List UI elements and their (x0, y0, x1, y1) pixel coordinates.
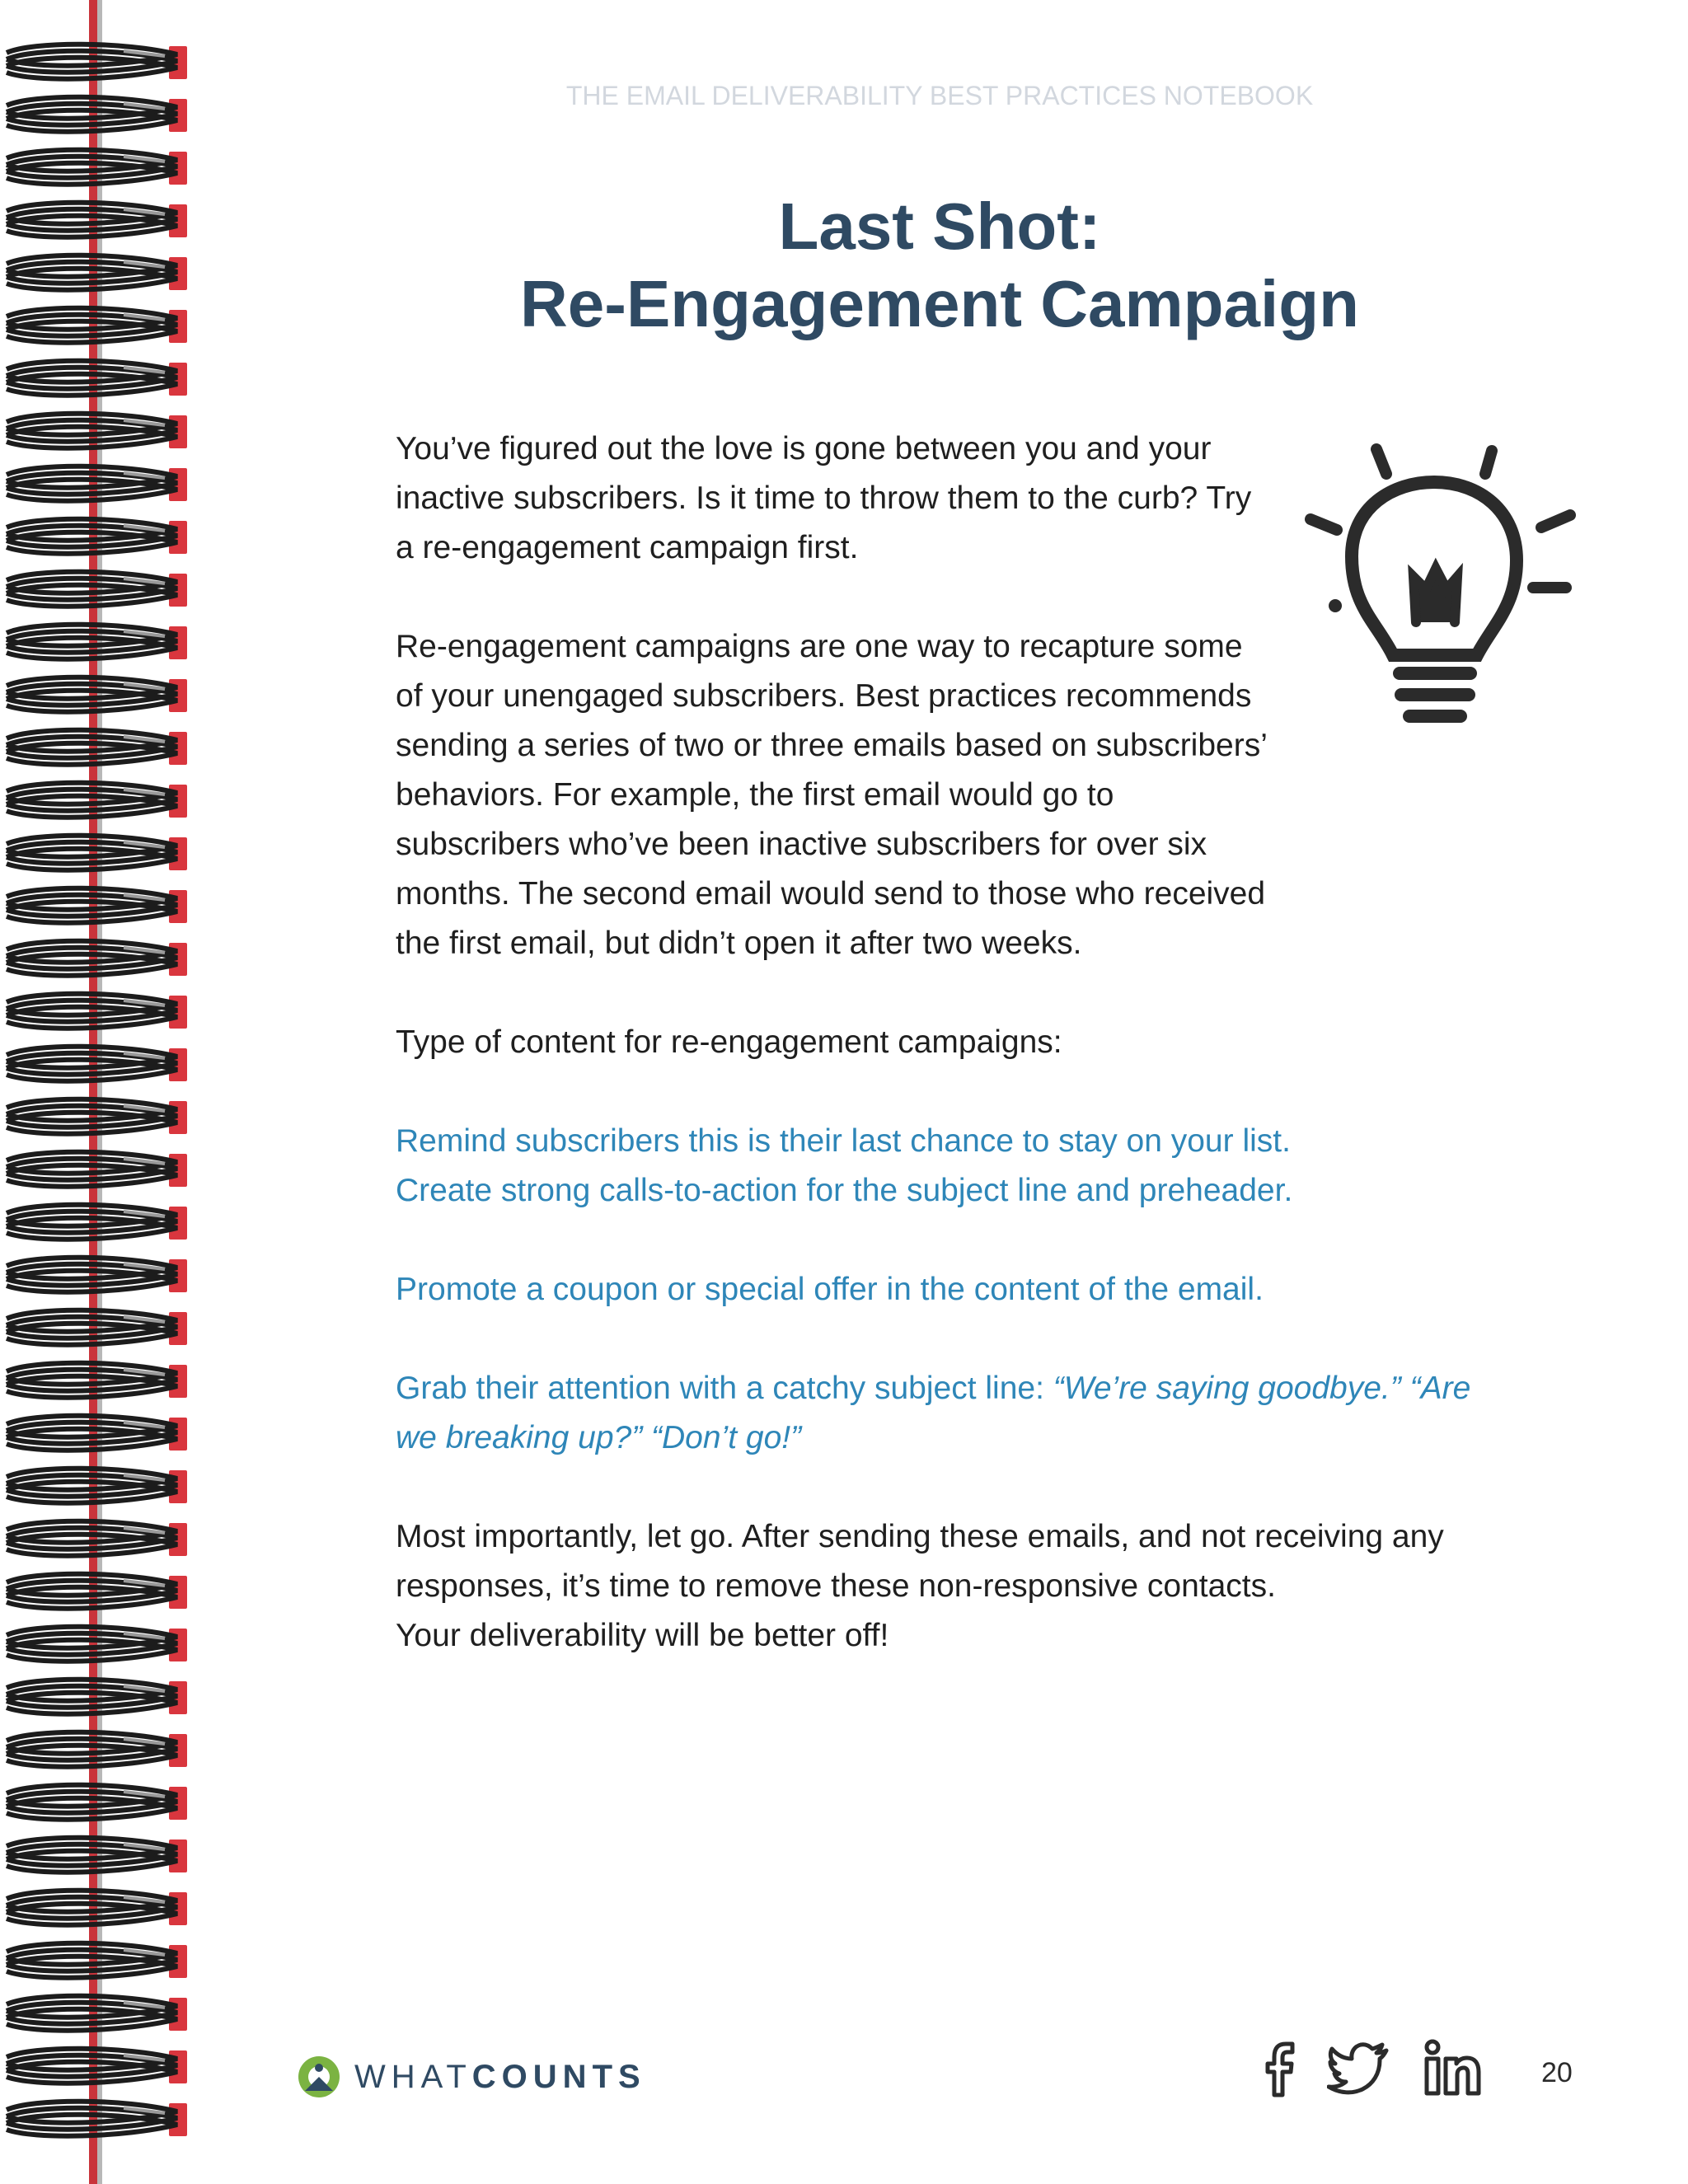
whatcounts-logo[interactable] (297, 2050, 646, 2103)
closing-line-1: Most importantly, let go. After sending these emails, and not receiving any responses, it’s time to remove these non-responsive contacts. (396, 1519, 1444, 1604)
logo-counts: COUNTS (471, 2058, 646, 2095)
closing-line-2: Your deliverability will be better off! (396, 1618, 889, 1653)
notebook-header: THE EMAIL DELIVERABILITY BEST PRACTICES NOTEBOOK (565, 81, 1314, 110)
reengagement-paragraph (396, 622, 1500, 968)
whatcounts-logo-mark-icon (297, 2055, 341, 2099)
logo-what: WHAT (354, 2058, 472, 2095)
page-title (396, 188, 1484, 343)
tip-3 (396, 1364, 1484, 1463)
tip-3-quotes: “We’re saying goodbye.” “Are we breaking up?” “Don’t go!” (396, 1371, 1471, 1455)
facebook-icon[interactable] (1248, 2036, 1314, 2102)
tip-3-prefix: Grab their attention with a catchy subject line: (396, 1371, 1053, 1406)
body-text (396, 424, 1500, 1710)
spiral-binding (0, 0, 198, 2184)
tip-1-line-1: Remind subscribers this is their last chance to stay on your list. (396, 1123, 1291, 1159)
linkedin-icon[interactable] (1418, 2036, 1484, 2102)
closing-paragraph (396, 1512, 1484, 1661)
content-type-heading: Type of content for re-engagement campaigns: (396, 1024, 1062, 1060)
page-title-line2: Re-Engagement Campaign (520, 267, 1359, 340)
intro-paragraph: You’ve figured out the love is gone between you and your inactive subscribers. Is it time to throw them to the curb? Try a re-engagement campaign first. (396, 431, 1252, 565)
twitter-icon[interactable] (1327, 2036, 1393, 2102)
reengagement-text: Re-engagement campaigns are one way to recapture some of your unengaged subscribers. Best practices recommends sending a series of two or three emails based on subscribers’ behaviors. For example, the first email would go to subscribers who’ve been inactive subscribers for over six months. The second email would send to those who received the first email, but didn’t open it after two weeks. (396, 629, 1267, 961)
whatcounts-logo-text (354, 2059, 646, 2096)
tip-2: Promote a coupon or special offer in the content of the email. (396, 1272, 1264, 1307)
page-number: 20 (1541, 2057, 1573, 2088)
tip-list-item (396, 1117, 1500, 1216)
page-title-line1: Last Shot: (778, 190, 1101, 263)
tip-1-line-2: Create strong calls-to-action for the subject line and preheader. (396, 1173, 1293, 1208)
